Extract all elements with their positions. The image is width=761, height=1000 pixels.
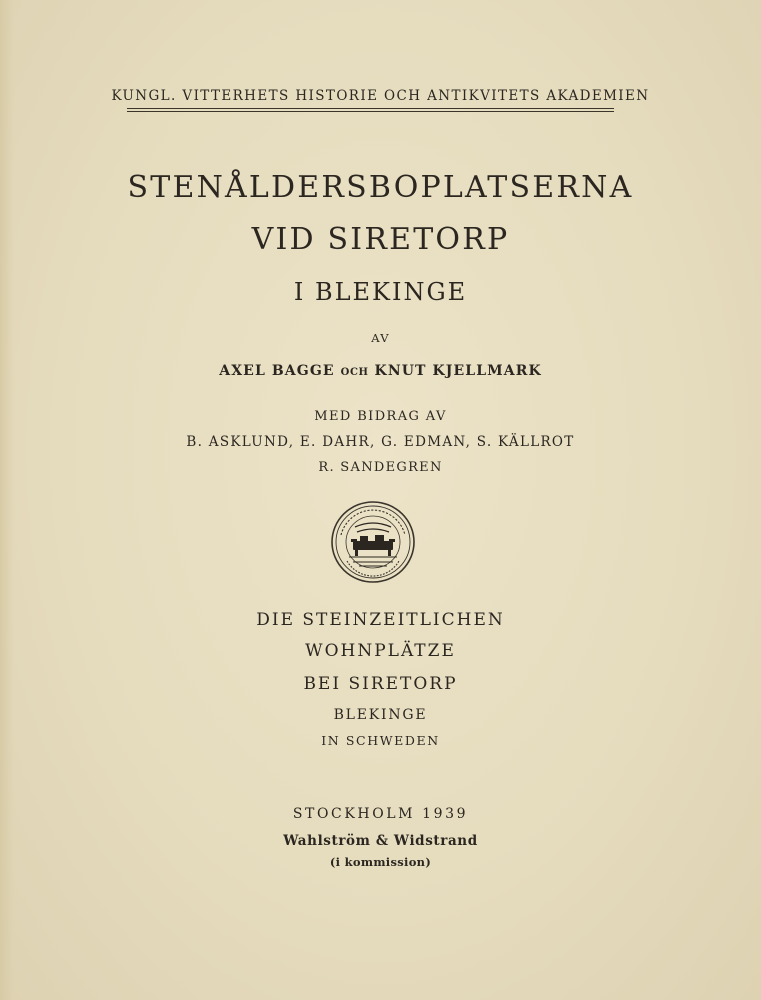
german-title-line-1: DIE STEINZEITLICHEN [256, 610, 505, 630]
author-conjunction: OCH [340, 367, 369, 378]
academy-seal-icon [329, 499, 417, 585]
title-line-3: I BLEKINGE [293, 278, 468, 306]
contributors-line-1: B. ASKLUND, E. DAHR, G. EDMAN, S. KÄLLROT [186, 434, 575, 450]
imprint-city-year: STOCKHOLM 1939 [292, 806, 469, 822]
contributors-line-2: R. SANDEGREN [318, 460, 443, 475]
author-1: AXEL BAGGE [219, 363, 335, 379]
german-title-line-5: IN SCHWEDEN [321, 733, 440, 748]
academy-name: KUNGL. VITTERHETS HISTORIE OCH ANTIKVITETS AKADEMIEN [111, 88, 650, 104]
imprint-publisher: Wahlström & Widstrand [283, 833, 478, 849]
title-line-1: STENÅLDERSBOPLATSERNA [127, 170, 634, 205]
german-title-line-2: WOHNPLÄTZE [305, 641, 456, 661]
title-line-2: VID SIRETORP [251, 222, 510, 257]
contributors-label: MED BIDRAG AV [314, 409, 447, 424]
header-rule-top [127, 108, 614, 109]
german-title-line-4: BLEKINGE [333, 707, 428, 723]
page-edge-shadow [0, 0, 14, 1000]
header-rule-bottom [127, 111, 614, 112]
author-2: KNUT KJELLMARK [374, 363, 542, 379]
imprint-note: (i kommission) [329, 855, 432, 869]
german-title-line-3: BEI SIRETORP [303, 674, 458, 694]
authors-line [0, 363, 761, 379]
byline-av: AV [371, 331, 390, 345]
